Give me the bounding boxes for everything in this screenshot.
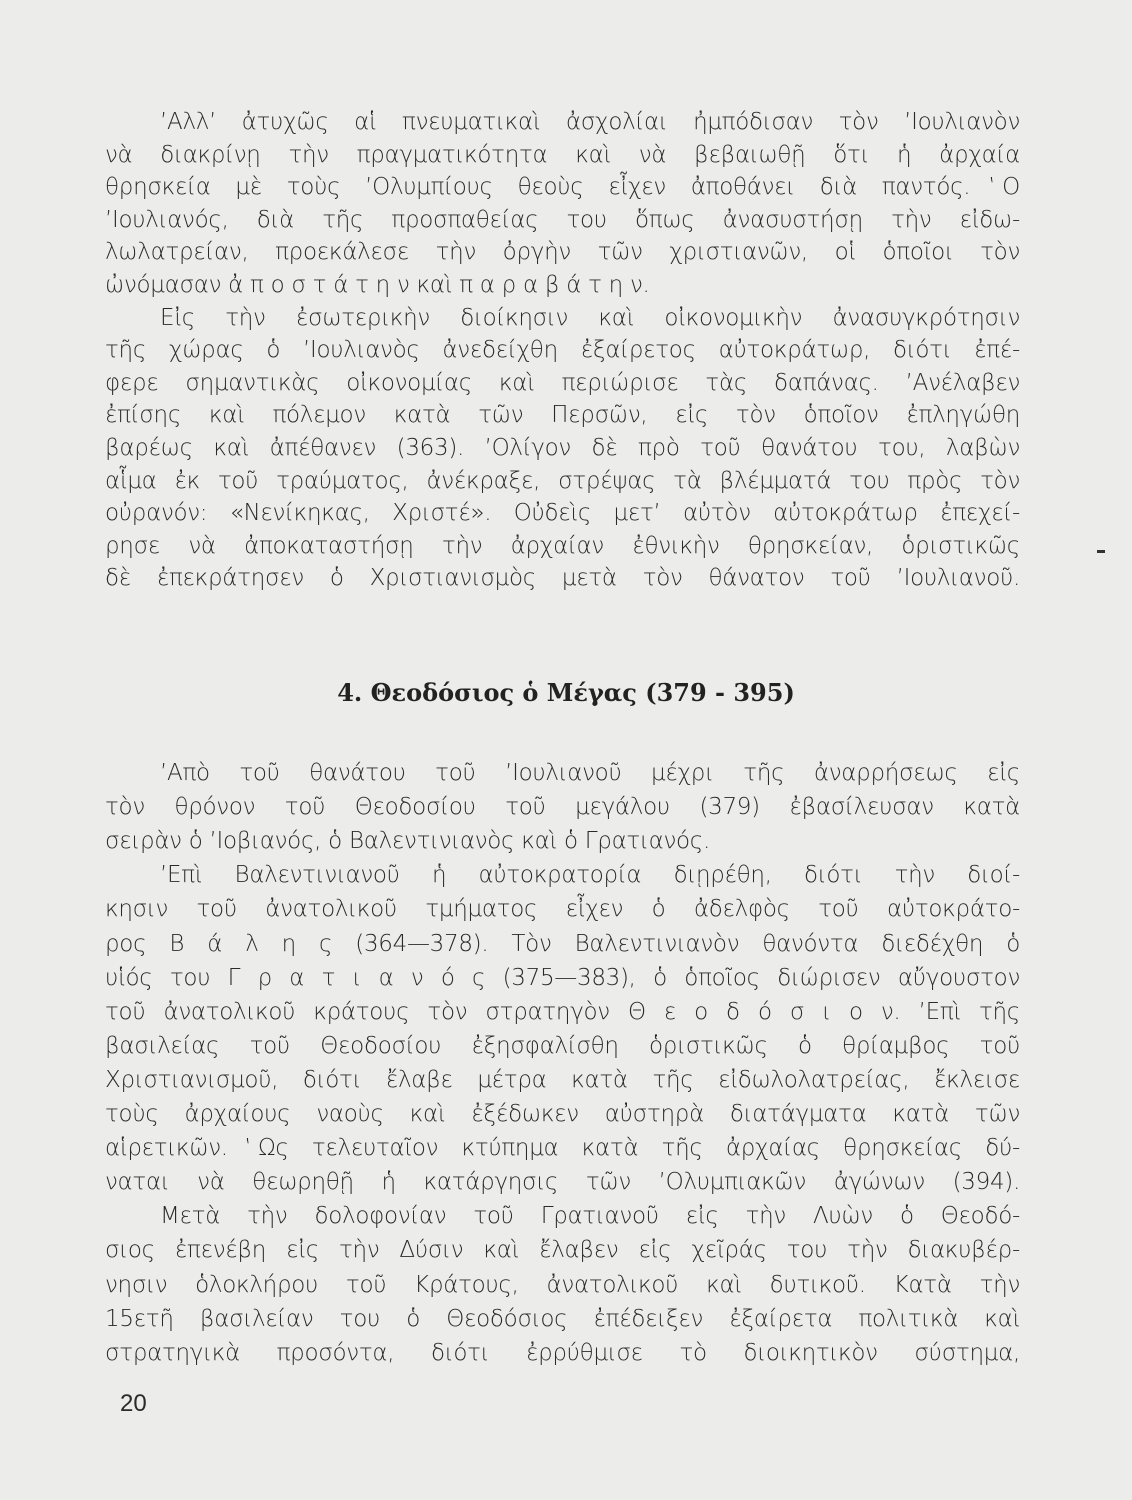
text-line: ὠνόμασαν ἀ π ο σ τ ά τ η ν καὶ π α ρ α β ά τ η ν. (105, 272, 650, 298)
text-line: σειρὰν ὁ ’Ιοβιανός, ὁ Βαλεντινιανὸς καὶ ὁ Γρατιανός. (105, 828, 710, 855)
text-line: ναται νὰ θεωρηθῇ ἡ κατάργησις τῶν ’Ολυμπιακῶν ἀγώνων (394). (105, 1169, 1020, 1196)
text-line: ’Απὸ τοῦ θανάτου τοῦ ’Ιουλιανοῦ μέχρι τῆς ἀναρρήσεως εἰς (160, 760, 1020, 786)
text-line: τοῦ ἀνατολικοῦ κράτους τὸν στρατηγὸν Θ ε ο δ ό σ ι ο ν. ’Επὶ τῆς (105, 998, 1020, 1025)
text-line: Εἰς τὴν ἐσωτερικὴν διοίκησιν καὶ οἰκονομικὴν ἀνασυγκρότησιν (160, 304, 1020, 331)
text-line: αἷμα ἐκ τοῦ τραύματος, ἀνέκραξε, στρέψας τὰ βλέμματά του πρὸς τὸν (105, 467, 1020, 494)
text-line: Μετὰ τὴν δολοφονίαν τοῦ Γρατιανοῦ εἰς τὴν Λυὼν ὁ Θεοδό- (160, 1203, 1020, 1230)
text-line: ρος Β ά λ η ς (364—378). Τὸν Βαλεντινιανὸν θανόντα διεδέχθη ὁ (105, 930, 1020, 957)
text-line: θρησκεία μὲ τοὺς ’Ολυμπίους θεοὺς εἶχεν ἀποθάνει διὰ παντός. ‛Ο (105, 174, 1020, 201)
text-line: ’Επὶ Βαλεντινιανοῦ ἡ αὐτοκρατορία διῃρέθη, διότι τὴν διοί- (160, 862, 1020, 889)
text-line: νὰ διακρίνῃ τὴν πραγματικότητα καὶ νὰ βεβαιωθῇ ὅτι ἡ ἀρχαία (105, 141, 1020, 168)
text-line: τῆς χώρας ὁ ’Ιουλιανὸς ἀνεδείχθη ἐξαίρετος αὐτοκράτωρ, διότι ἐπέ- (105, 337, 1020, 364)
text-line: τοὺς ἀρχαίους ναοὺς καὶ ἐξέδωκεν αὐστηρὰ διατάγματα κατὰ τῶν (105, 1101, 1020, 1127)
text-line: 15ετῆ βασιλείαν του ὁ Θεοδόσιος ἐπέδειξεν ἐξαίρετα πολιτικὰ καὶ (105, 1305, 1020, 1332)
text-line: στρατηγικὰ προσόντα, διότι ἐρρύθμισε τὸ διοικητικὸν σύστημα, (105, 1339, 1020, 1366)
text-line: Χριστιανισμοῦ, διότι ἔλαβε μέτρα κατὰ τῆς εἰδωλολατρείας, ἔκλεισε (105, 1066, 1020, 1093)
text-line: λωλατρείαν, προεκάλεσε τὴν ὀργὴν τῶν χριστιανῶν, οἱ ὁποῖοι τὸν (105, 239, 1020, 266)
text-line: ’Αλλ’ ἀτυχῶς αἱ πνευματικαὶ ἀσχολίαι ἠμπόδισαν τὸν ’Ιουλιανὸν (160, 109, 1020, 135)
text-line: ’Ιουλιανός, διὰ τῆς προσπαθείας του ὅπως ἀνασυστήσῃ τὴν εἰδω- (105, 206, 1020, 233)
text-line: αἱρετικῶν. ‛Ως τελευταῖον κτύπημα κατὰ τῆς ἀρχαίας θρησκείας δύ- (105, 1135, 1020, 1162)
text-line: κησιν τοῦ ἀνατολικοῦ τμήματος εἶχεν ὁ ἀδελφὸς τοῦ αὐτοκράτο- (105, 896, 1020, 923)
text-line: βαρέως καὶ ἀπέθανεν (363). ’Ολίγον δὲ πρὸ τοῦ θανάτου του, λαβὼν (105, 435, 1020, 461)
text-line: οὐρανόν: «Νενίκηκας, Χριστέ». Οὐδεὶς μετ’ αὐτὸν αὐτοκράτωρ ἐπεχεί- (105, 500, 1020, 527)
text-line: βασιλείας τοῦ Θεοδοσίου ἐξησφαλίσθη ὁριστικῶς ὁ θρίαμβος τοῦ (105, 1032, 1020, 1059)
margin-mark (1097, 550, 1105, 553)
section-heading: 4. Θεοδόσιος ὁ Μέγας (379 - 395) (337, 678, 795, 707)
text-line: ρησε νὰ ἀποκαταστήσῃ τὴν ἀρχαίαν ἐθνικὴν θρησκείαν, ὁριστικῶς (105, 532, 1020, 559)
text-line: δὲ ἐπεκράτησεν ὁ Χριστιανισμὸς μετὰ τὸν θάνατον τοῦ ’Ιουλιανοῦ. (105, 565, 1020, 592)
page-number: 20 (120, 1390, 147, 1417)
text-line: φερε σημαντικὰς οἰκονομίας καὶ περιώρισε τὰς δαπάνας. ’Ανέλαβεν (105, 369, 1020, 396)
text-line: νησιν ὁλοκλήρου τοῦ Κράτους, ἀνατολικοῦ καὶ δυτικοῦ. Κατὰ τὴν (105, 1271, 1020, 1298)
text-line: υἱός του Γ ρ α τ ι α ν ό ς (375—383), ὁ ὁποῖος διώρισεν αὔγουστον (105, 964, 1020, 991)
text-line: σιος ἐπενέβη εἰς τὴν Δύσιν καὶ ἔλαβεν εἰς χεῖράς του τὴν διακυβέρ- (105, 1237, 1020, 1264)
text-line: ἐπίσης καὶ πόλεμον κατὰ τῶν Περσῶν, εἰς τὸν ὁποῖον ἐπληγώθη (105, 402, 1020, 429)
text-line: τὸν θρόνον τοῦ Θεοδοσίου τοῦ μεγάλου (379) ἐβασίλευσαν κατὰ (105, 794, 1020, 821)
